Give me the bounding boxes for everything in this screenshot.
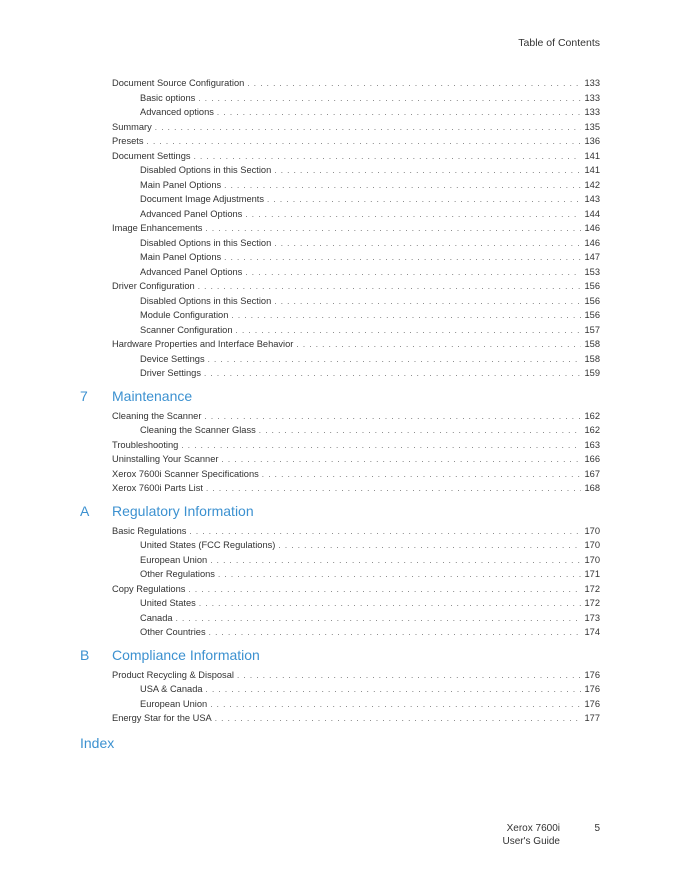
toc-entry[interactable] [80,567,600,582]
dot-leader [206,683,582,698]
toc-entry[interactable] [80,524,600,539]
chapter-title: Compliance Information [112,646,260,663]
toc-entry-title: Basic Regulations [112,525,187,536]
toc-entry-title: Energy Star for the USA [112,713,212,723]
dot-leader [218,568,582,583]
toc-entry-page: 146 [584,237,600,248]
toc-entry[interactable] [80,207,600,222]
dot-leader [221,453,581,468]
toc-entry-title: Presets [112,136,144,146]
toc-entry[interactable] [80,538,600,553]
toc-entry-title: Scanner Configuration [140,324,233,335]
toc-entry[interactable] [80,134,600,149]
toc-entry[interactable] [80,323,600,338]
dot-leader [210,698,581,713]
toc-entry-title: Xerox 7600i Parts List [112,483,203,493]
toc-entry-title: Basic options [140,92,196,103]
toc-entry[interactable] [80,596,600,611]
toc-entry-page: 142 [584,179,600,190]
toc-entry[interactable] [80,409,600,424]
toc-entry[interactable] [80,481,600,496]
dot-leader [274,237,581,252]
footer-product-line2: User's Guide [502,836,560,847]
toc-entry-title: European Union [140,554,208,565]
toc-entry[interactable] [80,366,600,381]
dot-leader [198,92,581,107]
toc-entry-title: Xerox 7600i Scanner Specifications [112,468,259,479]
toc-entry-title: Cleaning the Scanner [112,410,202,421]
toc-entry[interactable] [80,279,600,294]
dot-leader [278,539,581,554]
toc-entry-page: 133 [584,107,600,117]
toc-entry-page: 176 [584,684,600,694]
footer-product-name [480,822,560,848]
toc-entry-title: European Union [140,698,208,709]
toc-entry-title: Device Settings [140,353,205,364]
toc-entry-page: 158 [584,353,600,364]
toc-entry-page: 156 [584,310,600,320]
chapter-number: A [80,502,90,519]
dot-leader [231,309,581,324]
toc-entry-page: 170 [584,525,600,536]
toc-entry-title: Summary [112,121,152,132]
toc-entry[interactable] [80,76,600,91]
chapter-title: Maintenance [112,387,193,404]
dot-leader [274,164,581,179]
toc-entry-title: Troubleshooting [112,439,179,450]
toc-entry-page: 163 [584,439,600,450]
dot-leader [237,669,582,684]
dot-leader [274,295,581,310]
toc-entry-page: 136 [584,136,600,146]
toc-entry-title: Driver Settings [140,368,201,378]
toc-entry-title: Main Panel Options [140,179,222,190]
chapter-number: 7 [80,387,88,404]
toc-entry-page: 168 [584,483,600,493]
toc-entry-page: 174 [584,627,600,637]
toc-entry-page: 158 [584,339,600,349]
dot-leader [224,179,581,194]
dot-leader [224,251,581,266]
toc-entry-page: 170 [584,554,600,565]
toc-entry-title: Disabled Options in this Section [140,295,272,306]
toc-entry-page: 166 [584,454,600,464]
toc-entry-page: 144 [584,208,600,219]
toc-entry[interactable] [80,438,600,453]
table-of-contents [80,76,600,756]
dot-leader [236,324,582,339]
toc-entry-title: Other Regulations [140,569,215,579]
toc-entry-page: 159 [584,368,600,378]
toc-entry-title: USA & Canada [140,684,203,694]
dot-leader [189,525,581,540]
toc-entry[interactable] [80,711,600,726]
toc-entry[interactable] [80,308,600,323]
dot-leader [247,77,581,92]
toc-entry-title: Product Recycling & Disposal [112,669,234,680]
toc-entry-title: Module Configuration [140,310,229,320]
toc-entry[interactable] [80,553,600,568]
toc-entry[interactable] [80,105,600,120]
toc-entry[interactable] [80,250,600,265]
dot-leader [155,121,582,136]
dot-leader [204,367,582,382]
toc-entry[interactable] [80,337,600,352]
toc-entry-title: Disabled Options in this Section [140,237,272,248]
dot-leader [204,410,581,425]
dot-leader [262,468,582,483]
toc-entry[interactable] [80,178,600,193]
toc-entry[interactable] [80,265,600,280]
toc-entry[interactable] [80,149,600,164]
toc-entry-title: Image Enhancements [112,223,203,233]
toc-entry[interactable] [80,611,600,626]
toc-entry-title: Copy Regulations [112,583,186,594]
toc-entry-title: Disabled Options in this Section [140,165,272,175]
toc-entry[interactable] [80,452,600,467]
toc-entry[interactable] [80,682,600,697]
toc-entry[interactable] [80,467,600,482]
toc-entry-page: 156 [584,295,600,306]
dot-leader [215,712,582,727]
dot-leader [259,424,582,439]
dot-leader [205,222,581,237]
dot-leader [176,612,582,627]
toc-entry-page: 162 [584,425,600,435]
toc-entry-title: Hardware Properties and Interface Behavior [112,339,294,349]
toc-entry-page: 172 [584,598,600,608]
toc-entry-title: Advanced Panel Options [140,208,243,219]
toc-entry-page: 162 [584,410,600,421]
footer-page-number: 5 [594,823,600,834]
toc-entry-page: 177 [584,713,600,723]
toc-entry[interactable] [80,582,600,597]
dot-leader [147,135,582,150]
dot-leader [296,338,581,353]
toc-entry[interactable] [80,423,600,438]
running-header: Table of Contents [518,37,600,49]
toc-entry-page: 133 [584,78,600,88]
dot-leader [194,150,582,165]
toc-entry[interactable] [80,236,600,251]
dot-leader [188,583,581,598]
toc-entry[interactable] [80,668,600,683]
toc-entry-title: Main Panel Options [140,252,222,262]
toc-entry-title: United States (FCC Regulations) [140,540,276,550]
toc-entry-page: 133 [584,92,600,103]
toc-entry-title: Uninstalling Your Scanner [112,454,219,464]
toc-chapter-heading[interactable] [80,498,600,524]
toc-entry-page: 157 [584,324,600,335]
dot-leader [199,597,582,612]
toc-entry-page: 135 [584,121,600,132]
footer-product-line1: Xerox 7600i [506,823,560,834]
toc-entry-page: 146 [584,223,600,233]
toc-entry-page: 156 [584,281,600,291]
toc-entry-title: Document Settings [112,150,191,161]
toc-entry[interactable] [80,120,600,135]
toc-entry-page: 176 [584,698,600,709]
toc-index-heading[interactable] [80,730,600,756]
toc-entry-page: 141 [584,165,600,175]
toc-entry[interactable] [80,697,600,712]
toc-entry[interactable] [80,221,600,236]
toc-entry-title: Other Countries [140,627,206,637]
toc-entry-title: Canada [140,612,173,623]
dot-leader [208,353,582,368]
toc-entry-title: Driver Configuration [112,281,195,291]
toc-entry[interactable] [80,625,600,640]
toc-entry-page: 143 [584,194,600,204]
toc-entry-page: 173 [584,612,600,623]
toc-entry-page: 170 [584,540,600,550]
toc-entry-title: Cleaning the Scanner Glass [140,425,256,435]
toc-entry-page: 153 [584,266,600,277]
dot-leader [245,266,581,281]
chapter-title: Regulatory Information [112,502,254,519]
toc-entry-page: 171 [584,569,600,579]
index-title: Index [80,734,115,751]
toc-entry-page: 172 [584,583,600,594]
toc-entry-page: 147 [584,252,600,262]
dot-leader [210,554,581,569]
toc-chapter-heading[interactable] [80,642,600,668]
toc-entry-page: 176 [584,669,600,680]
toc-chapter-heading[interactable] [80,383,600,409]
dot-leader [267,193,581,208]
toc-entry-title: Advanced Panel Options [140,266,243,277]
dot-leader [181,439,581,454]
dot-leader [206,482,582,497]
dot-leader [245,208,581,223]
dot-leader [198,280,582,295]
toc-entry-title: Document Source Configuration [112,78,245,88]
toc-entry-page: 141 [584,150,600,161]
toc-entry[interactable] [80,192,600,207]
toc-entry[interactable] [80,91,600,106]
toc-entry-title: Document Image Adjustments [140,194,265,204]
dot-leader [209,626,582,641]
chapter-number: B [80,646,90,663]
toc-entry-page: 167 [584,468,600,479]
dot-leader [217,106,582,121]
toc-entry[interactable] [80,294,600,309]
toc-entry[interactable] [80,352,600,367]
toc-entry-title: Advanced options [140,107,214,117]
toc-entry[interactable] [80,163,600,178]
toc-entry-title: United States [140,598,196,608]
